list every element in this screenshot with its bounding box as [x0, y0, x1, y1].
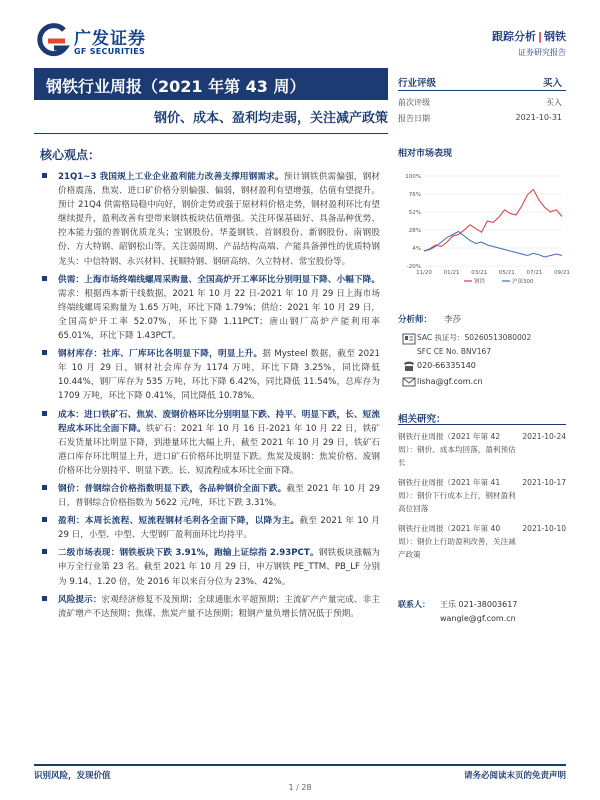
x-tick-label: 09/21: [554, 270, 570, 276]
report-title: 钢铁行业周报（2021 年第 43 周）: [46, 77, 306, 96]
legend-label: 沪深300: [512, 279, 534, 285]
related-item-title[interactable]: 钢铁行业周报（2021 年第 42 周）：钢价、成本均回落，盈利预估长: [398, 432, 516, 467]
report-date-label: 报告日期: [398, 114, 430, 123]
paragraph: [40, 514, 380, 542]
rating-value: 买入: [542, 78, 562, 89]
report-type: 跟踪分析 | 钢铁: [491, 30, 566, 43]
report-type-b: 钢铁: [544, 30, 566, 43]
core-view-heading: 核心观点：: [40, 148, 101, 162]
footer-disclaimer: 请务必阅读末页的免责声明: [463, 771, 566, 781]
report-type-a: 跟踪分析: [491, 30, 536, 43]
phone-icon: [402, 360, 416, 372]
analyst-email[interactable]: lisha@gf.com.cn: [417, 377, 483, 386]
bullet-icon: [42, 485, 47, 490]
bullet-icon: [42, 411, 47, 416]
logo-mark-icon: [34, 24, 68, 58]
legend-label: 钢铁: [474, 279, 486, 285]
relative-performance-chart: [398, 168, 570, 288]
title-band: [34, 68, 388, 100]
x-tick-label: 07/21: [526, 270, 543, 276]
bullet-icon: [42, 350, 47, 355]
related-item-date: 2021-10-24: [522, 432, 566, 441]
paragraph-head: 盈利：本周长流程、短流程钢材毛利各全面下降，以降为主。: [58, 516, 300, 527]
main-body: [40, 170, 380, 625]
x-tick-label: 05/21: [498, 270, 515, 276]
paragraph: [40, 546, 380, 588]
prev-rating-row: [398, 97, 566, 108]
paragraph-body: 据 Mysteel 数据，截至 2021 年 10 月 29 日，钢材社会库存为 1174 万吨，环比下降 3.25%，同比降低 10.44%，钢厂库存为 535 万吨，环比下降 6.42%，同比降低 11.54%，总库存为 1709 万吨，环比下降 0.41%，同比降低 10.78%。: [58, 349, 381, 402]
logo-chinese: 广发证券: [74, 29, 146, 49]
related-research-header: 相关研究：: [398, 411, 566, 425]
company-logo: [34, 22, 164, 62]
paragraph-head: 成本：进口铁矿石、焦炭、废钢价格环比分别明显下跌、持平、明显下跌，长、短流程成本环比全面下降。: [58, 409, 380, 434]
contact-email[interactable]: wangle@gf.com.cn: [440, 614, 516, 623]
market-performance-title: 相对市场表现: [398, 149, 453, 159]
related-item-date: 2021-10-10: [522, 524, 566, 533]
prev-rating-label: 前次评级: [398, 98, 430, 107]
related-item[interactable]: [398, 522, 566, 561]
rating-header: [398, 73, 566, 91]
paragraph: [40, 347, 380, 403]
y-tick-label: 28%: [408, 228, 421, 234]
y-tick-label: 4%: [412, 246, 421, 252]
email-icon: [402, 376, 416, 388]
paragraph-body: 铁矿石：2021 年 10 月 16 日-2021 年 10 月 22 日，铁矿石发货量环比明显下降，到港量环比大幅上升，截至 2021 年 10 月 29 日，铁矿石港口库存环比明显上升，进口矿石价格环比明显下跌。焦炭及废钢：焦炭价格、废钢价格环比分别持平、明显下跌。长、短流程成本环比全面下降。: [58, 423, 380, 476]
analyst-name: 李莎: [444, 315, 462, 325]
bullet-icon: [42, 173, 47, 178]
series-line: [424, 190, 562, 252]
related-item[interactable]: [398, 430, 566, 469]
x-tick-label: 11/20: [416, 270, 432, 276]
paragraph-body: 钢铁板块涨幅为申万全行业第 23 名。截至 2021 年 10 月 29 日，申万钢铁 PE_TTM、PB_LF 分别为 9.14、1.20 倍，处 2016 年以来百分位为 23%、42%。: [58, 548, 380, 587]
related-item-title[interactable]: 钢铁行业周报（2021 年第 41 周）：钢价下行成本上行，钢材盈利高位回落: [398, 478, 516, 513]
analyst-phone: 020-66335140: [417, 361, 476, 370]
report-subtype: 证券研究报告: [518, 48, 566, 57]
report-date-value: 2021-10-31: [515, 113, 562, 122]
related-item-date: 2021-10-17: [522, 478, 566, 487]
footer-divider: [34, 764, 566, 766]
chart-svg: [398, 168, 570, 288]
analyst-label: 分析师：: [398, 315, 433, 325]
logo-english: GF SECURITIES: [74, 47, 146, 56]
rating-label: 行业评级: [398, 78, 437, 89]
paragraph-body: 截至 2021 年 10 月 29 日，小型、中型、大型钢厂盈利面环比均持平。: [58, 516, 380, 541]
paragraph: [40, 170, 380, 269]
title-divider: [34, 133, 388, 134]
footer-slogan: 识别风险，发现价值: [34, 771, 111, 781]
paragraph: [40, 273, 380, 343]
paragraph-head: 21Q1~3 我国规上工业企业盈利能力改善支撑用钢需求。: [58, 172, 284, 182]
y-tick-label: 100%: [405, 174, 421, 180]
related-item-title[interactable]: 钢铁行业周报（2021 年第 40 周）：钢价上行助盈利改善，关注减产政策: [398, 524, 516, 559]
paragraph: [40, 593, 380, 621]
paragraph-head: 二级市场表现：钢铁板块下跌 3.91%，跑输上证综指 2.93PCT。: [58, 548, 319, 559]
paragraph-head: 钢材库存：社库、厂库环比各明显下降，明显上升。: [58, 349, 263, 360]
prev-rating-value: 买入: [546, 98, 562, 107]
paragraph-body: 预计钢铁供需偏强，钢材价格震荡，焦炭、进口矿价格分别偏强、偏弱，钢材盈利有望增强，估值有望提升。预计 21Q4 供需格局稳中向好，钢价走势或强于原材料价格走势，钢材盈利环比有望继续提升，盈利改善有望带来钢铁板块估值增强。关注环保基础好、具备品种优势、控本能力强的普钢优质龙头；宝钢股份、华菱钢铁、首钢股份、新钢股份、南钢股份、方大特钢、韶钢松山等。关注弱周期、产品结构高端、产能具备弹性的优质特钢龙头：中信特钢、永兴材料、抚顺特钢、钢研高纳、久立特材、常宝股份等。: [58, 172, 380, 267]
bullet-icon: [42, 549, 47, 554]
report-subtitle: 钢价、成本、盈利均走弱，关注减产政策: [153, 111, 388, 126]
paragraph-body: 截至 2021 年 10 月 29 日，普钢综合价格指数为 5622 元/吨，环比下跌 3.31%。: [58, 483, 380, 509]
x-tick-label: 01/21: [443, 270, 460, 276]
paragraph: [40, 482, 380, 510]
id-card-icon: [402, 333, 416, 345]
bullet-icon: [42, 517, 47, 522]
paragraph-head: 供需：上海市场终端线螺周采购量、全国高炉开工率环比分别明显下降、小幅下降。: [58, 274, 380, 285]
sfc-license: SFC CE No. BNV167: [417, 347, 492, 356]
bullet-icon: [42, 596, 47, 601]
x-tick-label: 03/21: [471, 270, 488, 276]
paragraph-body: 宏观经济修复不及预期；全球通胀水平超预期；主流矿产产量完成、非主流矿增产不达预期；焦煤、焦炭产量不达预期；粗钢产量负增长情况低于预期。: [58, 594, 380, 619]
y-tick-label: -20%: [406, 264, 421, 270]
paragraph-head: 钢价：普钢综合价格指数明显下跌，各品种钢价全面下跌。: [58, 483, 287, 494]
paragraph-body: 需求：根据西本新干线数据，2021 年 10 月 22 日-2021 年 10 月 29 日上海市场终端线螺周采购量为 1.65 万吨，环比下降 1.79%；供给：2021 年 10 月 29 日，全国高炉开工率 52.07%，环比下降 1.11PCT；唐山钢厂高炉产能利用率 65.01%，环比下降 1.43PCT。: [58, 288, 380, 342]
sac-license: SAC 执证号：S0260513080002: [417, 333, 532, 342]
report-date-row: [398, 113, 566, 124]
page-number: 1 / 28: [288, 783, 312, 792]
contact-name-phone: 王乐 021-38003617: [440, 600, 518, 609]
contact-label: 联系人：: [398, 600, 430, 609]
paragraph: [40, 408, 380, 478]
y-tick-label: 52%: [408, 210, 421, 216]
paragraph-head: 风险提示：: [58, 594, 102, 605]
y-tick-label: 76%: [408, 192, 421, 198]
bullet-icon: [42, 276, 47, 281]
related-item[interactable]: [398, 476, 566, 515]
